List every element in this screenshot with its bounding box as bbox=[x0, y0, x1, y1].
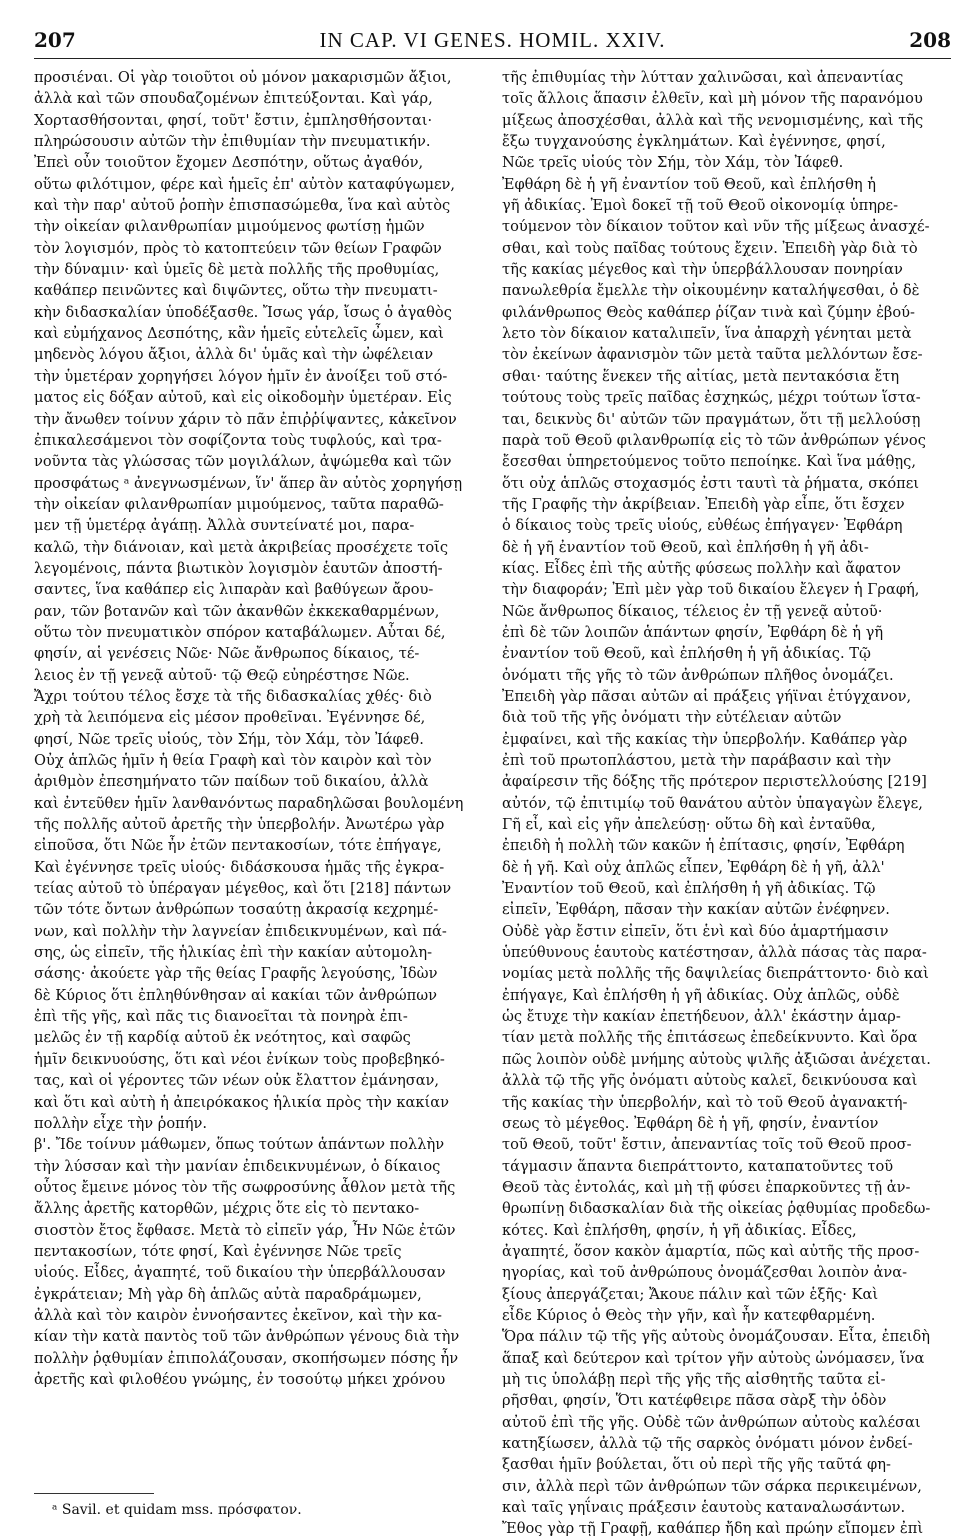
text-line: δὲ ἡ γῆ ἐναντίον τοῦ Θεοῦ, καὶ ἐπλήσθη ἡ γῆ ἀδι- bbox=[502, 538, 869, 556]
text-line: σθαι, καὶ τοὺς παῖδας τούτους ἔχειν. Ἐπειδὴ γὰρ διὰ τὸ bbox=[502, 239, 918, 257]
text-line: σης, ὡς εἰπεῖν, τῆς ἡλικίας ἐπὶ τὴν κακίαν αὐτομολη- bbox=[34, 944, 433, 962]
text-line: κατηξίωσεν, ἀλλὰ τῷ τῆς σαρκὸς ὀνόματι μόνον ἐνδεί- bbox=[502, 1435, 913, 1452]
text-line: ἀρετῆς καὶ φιλοθέου γνώμης, ἐν τοσούτῳ μήκει χρόνου bbox=[34, 1370, 446, 1388]
footnote-rule bbox=[34, 1493, 154, 1494]
text-line: ἔσεσθαι ὑπηρετούμενος τοῦτο πεποίηκε. Καὶ ἵνα μάθῃς, bbox=[502, 453, 916, 471]
text-line: καὶ ὅτι καὶ αὐτὴ ἡ ἀπειρόκακος ἡλικία πρὸς τὴν κακίαν bbox=[34, 1093, 449, 1111]
text-line: πανωλεθρία ἔμελλε τὴν οἰκουμένην καταλήψεσθαι, ὁ δὲ bbox=[502, 282, 920, 300]
text-line: διὰ τοῦ τῆς γῆς ὀνόματι τὴν εὐτέλειαν αὐτῶν bbox=[502, 709, 842, 727]
text-line: ὡς ἔτυχε τὴν κακίαν ἐπετήδευον, ἀλλ' ἑκάστην ἁμαρ- bbox=[502, 1008, 901, 1026]
text-line: ἔξω τυγχανούσης ἐγκλημάτων. Καὶ ἐγέννησε, φησί, bbox=[502, 133, 886, 151]
text-line: οὗτος ἔμεινε μόνος τὸν τῆς σωφροσύνης ἆθλον μετὰ τῆς bbox=[34, 1178, 456, 1196]
text-line: καὶ εὐμήχανος Δεσπότης, κἂν ἡμεῖς εὐτελεῖς ὦμεν, καὶ bbox=[34, 325, 444, 343]
text-line: Νῶε ἄνθρωπος δίκαιος, τέλειος ἐν τῇ γενεᾷ αὐτοῦ· bbox=[502, 602, 883, 620]
text-line: σαντες, ἵνα καθάπερ εἰς λιπαρὰν καὶ βαθύγεων ἄρου- bbox=[34, 581, 434, 599]
text-line: καὶ ταῖς γηΐναις πράξεσιν ἑαυτοὺς καταναλωσάντων. bbox=[502, 1499, 906, 1517]
text-line: ἐπὶ τοῦ πρωτοπλάστου, μετὰ τὴν παράβασιν καὶ τὴν bbox=[502, 752, 892, 769]
text-line: ἀλλὰ καὶ τὸν καιρὸν ἐννοήσαντες ἐκεῖνον, καὶ τὴν κα- bbox=[34, 1306, 442, 1324]
text-line: ρῆσθαι, φησίν, Ὅτι κατέφθειρε πᾶσα σὰρξ τὴν ὁδὸν bbox=[502, 1392, 887, 1410]
text-line: Ἐπεὶ οὖν τοιοῦτον ἔχομεν Δεσπότην, οὕτως ἀγαθόν, bbox=[34, 154, 424, 172]
text-line: λεγομένοις, πάντα βιωτικὸν λογισμὸν ἑαυτῶν ἀποστή- bbox=[34, 559, 443, 577]
right-column bbox=[502, 67, 950, 1538]
text-line: μεν τῇ ὑμετέρᾳ ἀγάπῃ. Ἀλλὰ συντείνατέ μοι, παρα- bbox=[34, 517, 415, 535]
text-line: ματος εἰς δόξαν αὐτοῦ, καὶ εἰς οἰκοδομὴν ὑμετέραν. Εἰς bbox=[34, 389, 452, 407]
text-line: τὴν λύσσαν καὶ τὴν μανίαν ἐπιδεικνυμένων, ὁ δίκαιος bbox=[34, 1157, 441, 1175]
text-line: πῶς λοιπὸν οὐδὲ μνήμης αὐτοὺς ψιλῆς ἀξιῶσαι ἀνέχεται. bbox=[502, 1050, 931, 1068]
text-line: πολλὴν ῥᾳθυμίαν ἐπιπολάζουσαν, σκοπήσωμεν πόσης ἦν bbox=[34, 1349, 459, 1367]
left-column bbox=[34, 67, 482, 1497]
text-line: ὀνόματι τῆς γῆς τὸ τῶν ἀνθρώπων πλῆθος ὀνομάζει. bbox=[502, 666, 894, 684]
text-line: Ἔθος γὰρ τῇ Γραφῇ, καθάπερ ἤδη καὶ πρώην εἴπομεν ἐπὶ bbox=[502, 1520, 924, 1538]
text-line: εἰποῦσα, ὅτι Νῶε ἦν ἐτῶν πεντακοσίων, τότε ἐπήγαγε, bbox=[34, 837, 442, 855]
text-line: μελῶς ἐν τῇ καρδίᾳ αὐτοῦ ἐκ νεότητος, καὶ σαφῶς bbox=[34, 1029, 411, 1047]
text-line: Ἐπειδὴ γὰρ πᾶσαι αὐτῶν αἱ πράξεις γήϊναι ἐτύγχανον, bbox=[502, 687, 912, 705]
text-line: τας, καὶ οἱ γέροντες τῶν νέων οὐκ ἔλαττον ἐμάνησαν, bbox=[34, 1072, 440, 1090]
text-line: τῆς πολλῆς αὐτοῦ ἀρετῆς τὴν ὑπερβολήν. Ἀνωτέρω γὰρ bbox=[34, 816, 445, 834]
text-line: προσφάτως ᵃ ἀνεγνωσμένων, ἵν' ἅπερ ἂν αὐτὸς χορηγήσῃ bbox=[34, 474, 463, 492]
text-line: Ἄχρι τούτου τέλος ἔσχε τὰ τῆς διδασκαλίας χθές· διὸ bbox=[34, 687, 432, 705]
text-line: λειος ἐν τῇ γενεᾷ αὐτοῦ· τῷ Θεῷ εὐηρέστησε Νῶε. bbox=[34, 666, 410, 684]
text-line: ἐμφαίνει, καὶ τῆς κακίας τὴν ὑπερβολήν. Καθάπερ γὰρ bbox=[502, 730, 908, 748]
text-line: οὕτω φιλότιμον, φέρε καὶ ἡμεῖς ἐπ' αὐτὸν καταφύγωμεν, bbox=[34, 175, 456, 193]
text-line: τὴν οἰκείαν φιλανθρωπίαν μιμούμενος φωτίσῃ ἡμῶν bbox=[34, 218, 425, 236]
text-line: κίας. Εἶδες ἐπὶ τῆς αὐτῆς φύσεως πολλὴν καὶ ἄφατον bbox=[502, 559, 901, 577]
text-line: ἐπειδὴ ἡ πολλὴ τῶν κακῶν ἡ ἐπίτασις, φησίν, Ἐφθάρη bbox=[502, 837, 905, 855]
text-line: καλῶ, τὴν διάνοιαν, καὶ μετὰ ἀκριβείας προσέχετε τοῖς bbox=[34, 538, 449, 556]
text-line: αὐτοῦ ἐπὶ τῆς γῆς. Οὐδὲ τῶν ἀνθρώπων αὐτοὺς καλέσαι bbox=[502, 1413, 921, 1431]
text-line: ξασθαι ἡμῖν βούλεται, ὅτι οὐ περὶ τῆς γῆς ταῦτά φη- bbox=[502, 1456, 891, 1474]
right-page-number: 208 bbox=[909, 28, 951, 52]
text-line: θρωπίνῃ διδασκαλίαν διὰ τῆς οἰκείας ῥᾳθυμίας προδεδω- bbox=[502, 1200, 931, 1218]
text-line: φιλάνθρωπος Θεὸς καθάπερ ῥίζαν τινὰ καὶ ζύμην ἐβού- bbox=[502, 303, 915, 321]
text-line: ἐναντίον τοῦ Θεοῦ, καὶ ἐπλήσθη ἡ γῆ ἀδικίας. Τῷ bbox=[502, 645, 871, 663]
text-line: ἀφαίρεσιν τῆς δόξης τῆς πρότερον περιστελλούσης [219] bbox=[502, 773, 927, 791]
text-line: τείας αὐτοῦ τὸ ὑπέραγαν μέγεθος, καὶ ὅτι [218] πάντων bbox=[34, 880, 452, 898]
text-line: λετο τὸν δίκαιον καταλιπεῖν, ἵνα ἀπαρχὴ γένηται μετὰ bbox=[502, 325, 912, 343]
text-line: τὴν δύναμιν· καὶ ὑμεῖς δὲ μετὰ πολλῆς τῆς προθυμίας, bbox=[34, 261, 440, 279]
text-line: τὴν οἰκείαν φιλανθρωπίαν μιμούμενος, ταῦτα παραθῶ- bbox=[34, 495, 444, 513]
text-line: τὸν λογισμόν, πρὸς τὸ κατοπτεύειν τῶν θείων Γραφῶν bbox=[34, 239, 442, 257]
text-line: ἀριθμὸν ἐπεσημήνατο τῶν παίδων τοῦ δικαίου, ἀλλὰ bbox=[34, 773, 429, 791]
text-line: ἐπικαλεσάμενοι τὸν σοφίζοντα τοὺς τυφλούς, καὶ τρα- bbox=[34, 431, 442, 449]
text-line: τὴν διαφοράν; Ἐπὶ μὲν γὰρ τοῦ δικαίου ἔλεγεν ἡ Γραφή, bbox=[502, 581, 920, 599]
text-line: τάγμασιν ἅπαντα διεπράττοντο, καταπατοῦντες τοῦ bbox=[502, 1157, 894, 1175]
text-line: Οὐχ ἁπλῶς ἡμῖν ἡ θεία Γραφὴ καὶ τὸν καιρὸν καὶ τὸν bbox=[34, 752, 432, 769]
text-line: μὴ τις ὑπολάβῃ περὶ τῆς γῆς τῆς αἰσθητῆς ταῦτα εἰ- bbox=[502, 1370, 886, 1388]
text-line: ηγορίας, καὶ τοῦ ἀνθρώπους ὀνομάζεσθαι λοιπὸν ἀνα- bbox=[502, 1264, 907, 1282]
text-line: καὶ ἐντεῦθεν ἡμῖν λανθανόντως παραδηλῶσαι βουλομένη bbox=[34, 794, 464, 812]
text-line: ἄλλης ἀρετῆς κατορθῶν, μέχρις ὅτε εἰς τὸ πεντακο- bbox=[34, 1200, 420, 1218]
text-line: τοῦ Θεοῦ, τοῦτ' ἔστιν, ἀπεναντίας τοῖς τοῦ Θεοῦ προσ- bbox=[502, 1136, 912, 1154]
text-line: τὸν ἐκείνων ἀφανισμὸν τῶν μετὰ ταῦτα μελλόντων ἔσε- bbox=[502, 346, 923, 364]
text-line: σθαι· ταύτης ἕνεκεν τῆς αἰτίας, μετὰ πεντακόσια ἔτη bbox=[502, 367, 900, 385]
text-line: Χορτασθήσονται, φησί, τοῦτ' ἔστιν, ἐμπλησθήσονται· bbox=[34, 111, 433, 129]
text-line: εἶδε Κύριος ὁ Θεὸς τὴν γῆν, καὶ ἦν κατεφθαρμένη. bbox=[502, 1306, 876, 1324]
text-line: οὕτω τὸν πνευματικὸν σπόρον καταβάλωμεν. Αὗται δέ, bbox=[34, 623, 446, 641]
text-line: κότες. Καὶ ἐπλήσθη, φησίν, ἡ γῆ ἀδικίας. Εἶδες, bbox=[502, 1221, 857, 1239]
text-line: Ἐναντίον τοῦ Θεοῦ, καὶ ἐπλήσθη ἡ γῆ ἀδικίας. Τῷ bbox=[502, 880, 876, 898]
text-line: προσιέναι. Οἱ γὰρ τοιοῦτοι οὐ μόνον μακαρισμῶν ἄξιοι, bbox=[34, 69, 452, 86]
text-line: Γῆ εἶ, καὶ εἰς γῆν ἀπελεύσῃ· οὕτω δὴ καὶ ἐνταῦθα, bbox=[502, 816, 876, 834]
text-line: ἐπὶ δὲ τῶν λοιπῶν ἁπάντων φησίν, Ἐφθάρη δὲ ἡ γῆ bbox=[502, 623, 884, 641]
footnote: ᵃ Savil. et quidam mss. πρόσφατον. bbox=[52, 1502, 302, 1518]
text-line: τῆς κακίας τὴν ὑπερβολήν, καὶ τὸ τοῦ Θεοῦ ἀγανακτή- bbox=[502, 1093, 908, 1111]
text-line: τὴν ὑμετέραν χορηγήσει λόγον ἡμῖν ἐν ἀνοίξει τοῦ στό- bbox=[34, 367, 448, 385]
text-line: φησίν, αἱ γενέσεις Νῶε· Νῶε ἄνθρωπος δίκαιος, τέ- bbox=[34, 645, 420, 663]
text-line: τούμενον τὸν δίκαιον τοῦτον καὶ νῦν τῆς μίξεως ἀνασχέ- bbox=[502, 218, 930, 236]
text-line: ἀλλὰ τῷ τῆς γῆς ὀνόματι αὐτοὺς καλεῖ, δεικνύουσα καὶ bbox=[502, 1072, 918, 1090]
text-line: ἐπήγαγε, Καὶ ἐπλήσθη ἡ γῆ ἀδικίας. Οὐχ ἁπλῶς, οὐδὲ bbox=[502, 986, 900, 1004]
text-line: χρὴ τὰ λειπόμενα εἰς μέσον προθεῖναι. Ἐγέννησε δέ, bbox=[34, 709, 426, 727]
text-line: ἐπὶ τῆς γῆς, καὶ πᾶς τις διανοεῖται τὰ πονηρὰ ἐπι- bbox=[34, 1008, 408, 1026]
text-line: νοῦντα τὰς γλώσσας τῶν μογιλάλων, ἀψώμεθα καὶ τῶν bbox=[34, 453, 452, 471]
text-line: ται, δεικνὺς δι' αὐτῶν τῶν πραγμάτων, ὅτι τῇ μελλούσῃ bbox=[502, 410, 921, 428]
text-line: κίαν τὴν κατὰ παντὸς τοῦ τῶν ἀνθρώπων γένους διὰ τὴν bbox=[34, 1328, 460, 1346]
text-line: ἐγκράτειαν; Μὴ γὰρ δὴ ἁπλῶς αὐτὰ παραδράμωμεν, bbox=[34, 1285, 422, 1303]
text-line: νων, καὶ πολλὴν τὴν λαγνείαν ἐπιδεικνυμένων, καὶ πά- bbox=[34, 922, 447, 940]
text-line: τούτους τοὺς τρεῖς παῖδας ἐσχηκώς, μέχρι τούτων ἵστα- bbox=[502, 389, 921, 407]
text-line: β'. Ἴδε τοίνυν μάθωμεν, ὅπως τούτων ἁπάντων πολλὴν bbox=[34, 1136, 445, 1154]
text-line: τοῖς ἄλλοις ἅπασιν ἐλθεῖν, καὶ μὴ μόνον τῆς παρανόμου bbox=[502, 90, 923, 108]
text-line: παρὰ τοῦ Θεοῦ φιλανθρωπίᾳ εἰς τὸ τῶν ἀνθρώπων γένος bbox=[502, 431, 926, 449]
text-line: τῆς κακίας μέγεθος καὶ τὴν ὑπερβάλλουσαν πονηρίαν bbox=[502, 261, 903, 279]
page-header bbox=[34, 28, 951, 59]
text-line: τῶν τότε ὄντων ἀνθρώπων τοσαύτῃ ἀκρασίᾳ κεχρημέ- bbox=[34, 901, 439, 919]
text-line: νομίας μετὰ πολλῆς τῆς δαψιλείας διεπράττοντο· διὸ καὶ bbox=[502, 965, 929, 983]
text-line: πολλὴν εἶχε τὴν ῥοπήν. bbox=[34, 1114, 207, 1132]
text-line: τίαν μετὰ πολλῆς τῆς ἐπιτάσεως ἐπεδείκνυντο. Καὶ ὅρα bbox=[502, 1029, 918, 1047]
text-line: σιοστὸν ἔτος ἔφθασε. Μετὰ τὸ εἰπεῖν γάρ, Ἦν Νῶε ἐτῶν bbox=[34, 1221, 456, 1239]
text-line: Ὅρα πάλιν τῷ τῆς γῆς αὐτοὺς ὀνομάζουσαν. Εἶτα, ἐπειδὴ bbox=[502, 1328, 930, 1346]
text-line: ἡμῖν δεικνυούσης, ὅτι καὶ νέοι ἐνίκων τοὺς προβεβηκό- bbox=[34, 1050, 445, 1068]
text-line: δὲ ἡ γῆ. Καὶ οὐχ ἁπλῶς εἶπεν, Ἐφθάρη δὲ ἡ γῆ, ἀλλ' bbox=[502, 858, 885, 876]
text-line: αὐτόν, τῷ ἐπιτιμίῳ τοῦ θανάτου αὐτὸν ὑπαγαγὼν ἔλεγε, bbox=[502, 794, 923, 812]
text-line: σιν, ἀλλὰ περὶ τῶν ἀνθρώπων τῶν σάρκα περικειμένων, bbox=[502, 1477, 922, 1495]
left-page-number: 207 bbox=[34, 28, 76, 52]
text-line: τὴν ἄνωθεν τοίνυν χάριν τὸ πᾶν ἐπιῤῥίψαντες, κἀκεῖνον bbox=[34, 410, 457, 428]
text-line: ὅτι οὐχ ἁπλῶς στοχασμός ἐστι ταυτὶ τὰ ῥήματα, σκόπει bbox=[502, 474, 919, 492]
text-line: δὲ Κύριος ὅτι ἐπληθύνθησαν αἱ κακίαι τῶν ἀνθρώπων bbox=[34, 986, 438, 1004]
text-line: ὑπεύθυνους ἑαυτοὺς κατέστησαν, ἀλλὰ πάσας τὰς παρα- bbox=[502, 944, 927, 962]
text-line: ραν, τῶν βοτανῶν καὶ τῶν ἀκανθῶν ἐκκεκαθαρμένων, bbox=[34, 602, 440, 620]
text-line: ὁ δίκαιος τοὺς τρεῖς υἱούς, εὐθέως ἐπήγαγεν· Ἐφθάρη bbox=[502, 517, 903, 535]
text-line: μηδενὸς λόγου ἄξιοι, ἀλλὰ δι' ὑμᾶς καὶ τὴν ὠφέλειαν bbox=[34, 346, 434, 364]
text-line: κὴν διδασκαλίαν ὑποδέξασθε. Ἴσως γάρ, ἴσως ὁ ἀγαθὸς bbox=[34, 303, 452, 321]
text-line: τῆς Γραφῆς τὴν ἀκρίβειαν. Ἐπειδὴ γὰρ εἶπε, ὅτι ἔσχεν bbox=[502, 495, 905, 513]
text-line: Θεοῦ τὰς ἐντολάς, καὶ μὴ τῇ φύσει ἐπαρκοῦντες τῇ ἀν- bbox=[502, 1178, 911, 1196]
text-line: εἰπεῖν, Ἐφθάρη, πᾶσαν τὴν κακίαν αὐτῶν ἐνέφηνεν. bbox=[502, 901, 890, 919]
text-line: σεως τὸ μέγεθος. Ἐφθάρη δὲ ἡ γῆ, φησίν, ἐναντίον bbox=[502, 1114, 879, 1132]
text-line: καὶ τὴν παρ' αὐτοῦ ῥοπὴν ἐπισπασώμεθα, ἵνα καὶ αὐτὸς bbox=[34, 197, 451, 215]
text-line: Οὐδὲ γὰρ ἔστιν εἰπεῖν, ὅτι ἑνὶ καὶ δύο ἁμαρτήμασιν bbox=[502, 922, 889, 940]
text-line: πεντακοσίων, τότε φησί, Καὶ ἐγέννησε Νῶε τρεῖς bbox=[34, 1242, 402, 1260]
text-line: ἅπαξ καὶ δεύτερον καὶ τρίτον γῆν αὐτοὺς ὠνόμασεν, ἵνα bbox=[502, 1349, 925, 1367]
text-line: ἀλλὰ καὶ τῶν σπουδαζομένων ἐπιτεύξονται. Καὶ γάρ, bbox=[34, 90, 433, 108]
text-line: ἀγαπητέ, ὅσον κακὸν ἁμαρτία, πῶς καὶ αὐτῆς τῆς προσ- bbox=[502, 1242, 920, 1260]
text-line: υἱούς. Εἶδες, ἀγαπητέ, τοῦ δικαίου τὴν ὑπερβάλλουσαν bbox=[34, 1264, 446, 1282]
text-line: καθάπερ πεινῶντες καὶ διψῶντες, οὕτω τὴν πνευματι- bbox=[34, 282, 438, 300]
text-line: φησί, Νῶε τρεῖς υἱούς, τὸν Σήμ, τὸν Χάμ, τὸν Ἰάφεθ. bbox=[34, 730, 424, 748]
text-line: μίξεως ἀποσχέσθαι, ἀλλὰ καὶ τῆς νενομισμένης, καὶ τῆς bbox=[502, 111, 924, 129]
text-line: πληρώσουσιν αὐτῶν τὴν ἐπιθυμίαν τὴν πνευματικήν. bbox=[34, 133, 431, 151]
text-line: Καὶ ἐγέννησε τρεῖς υἱούς· διδάσκουσα ἡμᾶς τῆς ἐγκρα- bbox=[34, 858, 445, 876]
text-line: Νῶε τρεῖς υἱούς τὸν Σήμ, τὸν Χάμ, τὸν Ἰάφεθ. bbox=[502, 154, 844, 172]
text-line: Ἐφθάρη δὲ ἡ γῆ ἐναντίον τοῦ Θεοῦ, καὶ ἐπλήσθη ἡ bbox=[502, 175, 876, 193]
running-title: IN CAP. VI GENES. HOMIL. XXIV. bbox=[319, 28, 666, 52]
text-line: τῆς ἐπιθυμίας τὴν λύτταν χαλινῶσαι, καὶ ἀπεναντίας bbox=[502, 69, 904, 86]
text-line: γῆ ἀδικίας. Ἐμοὶ δοκεῖ τῇ τοῦ Θεοῦ οἰκονομίᾳ ὑπηρε- bbox=[502, 197, 899, 215]
text-line: ξίους ἀπεργάζεται; Ἄκουε πάλιν καὶ τῶν ἑξῆς· Καὶ bbox=[502, 1285, 879, 1303]
text-line: σάσης· ἀκούετε γὰρ τῆς θείας Γραφῆς λεγούσης, Ἰδὼν bbox=[34, 965, 438, 983]
